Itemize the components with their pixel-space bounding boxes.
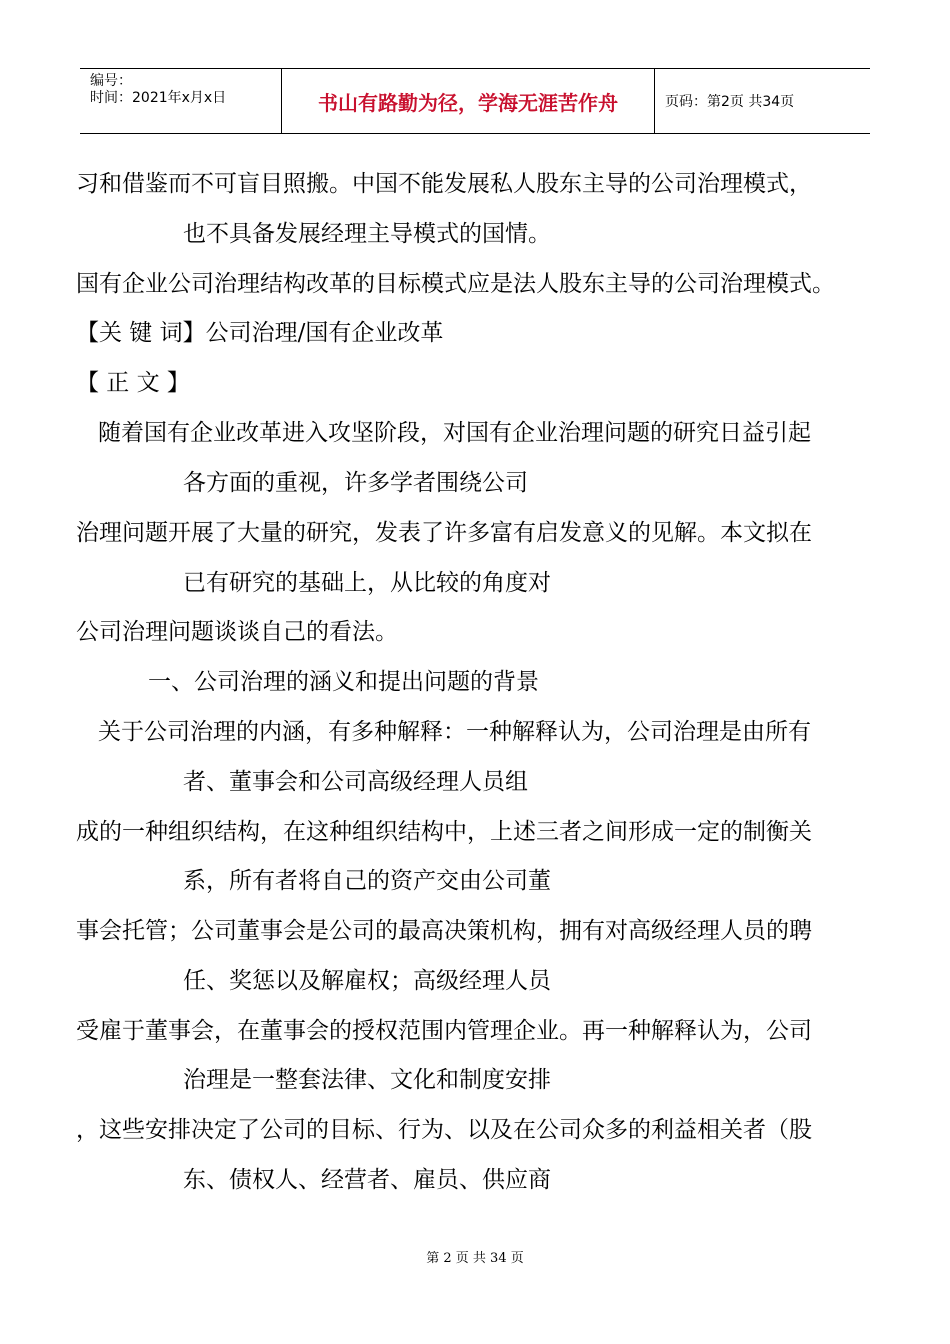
- body-line-13: 者、董事会和公司高级经理人员组: [183, 769, 528, 795]
- page-footer: 第 2 页 共 34 页: [426, 1251, 524, 1266]
- page-header: [80, 68, 870, 134]
- body-line-12: 关于公司治理的内涵，有多种解释：一种解释认为，公司治理是由所有: [98, 719, 811, 745]
- body-line-14: 成的一种组织结构，在这种组织结构中，上述三者之间形成一定的制衡关: [76, 819, 812, 845]
- body-line-7: 各方面的重视，许多学者围绕公司: [183, 470, 528, 496]
- document-number-label: 编号：: [90, 73, 132, 89]
- header-page-info: 页码：第2页 共34页: [665, 94, 795, 110]
- keywords-line: 【关 键 词】公司治理/国有企业改革: [76, 320, 444, 346]
- body-line-19: 治理是一整套法律、文化和制度安排: [183, 1067, 551, 1093]
- body-line-6: 随着国有企业改革进入攻坚阶段，对国有企业治理问题的研究日益引起: [98, 420, 811, 446]
- body-line-10: 公司治理问题谈谈自己的看法。: [76, 619, 398, 645]
- body-line-21: 东、债权人、经营者、雇员、供应商: [183, 1167, 551, 1193]
- header-meta-cell: [80, 69, 282, 133]
- section-heading-1: 一、公司治理的涵义和提出问题的背景: [148, 669, 539, 695]
- body-line-1: 习和借鉴而不可盲目照搬。中国不能发展私人股东主导的公司治理模式，: [76, 171, 812, 197]
- body-line-3: 国有企业公司治理结构改革的目标模式应是法人股东主导的公司治理模式。: [76, 271, 835, 297]
- body-line-15: 系，所有者将自己的资产交由公司董: [183, 868, 551, 894]
- header-motto: 书山有路勤为径，学海无涯苦作舟: [282, 69, 655, 133]
- body-line-8: 治理问题开展了大量的研究，发表了许多富有启发意义的见解。本文拟在: [76, 520, 812, 546]
- document-date-label: 时间：2021年x月x日: [90, 90, 227, 106]
- body-line-18: 受雇于董事会，在董事会的授权范围内管理企业。再一种解释认为，公司: [76, 1018, 812, 1044]
- body-line-2: 也不具备发展经理主导模式的国情。: [183, 221, 551, 247]
- main-text-heading: 【 正 文 】: [76, 370, 190, 396]
- body-line-20: ，这些安排决定了公司的目标、行为、以及在公司众多的利益相关者（股: [76, 1117, 812, 1143]
- body-line-9: 已有研究的基础上，从比较的角度对: [183, 570, 551, 596]
- body-line-17: 任、奖惩以及解雇权；高级经理人员: [183, 968, 551, 994]
- body-line-16: 事会托管；公司董事会是公司的最高决策机构，拥有对高级经理人员的聘: [76, 918, 812, 944]
